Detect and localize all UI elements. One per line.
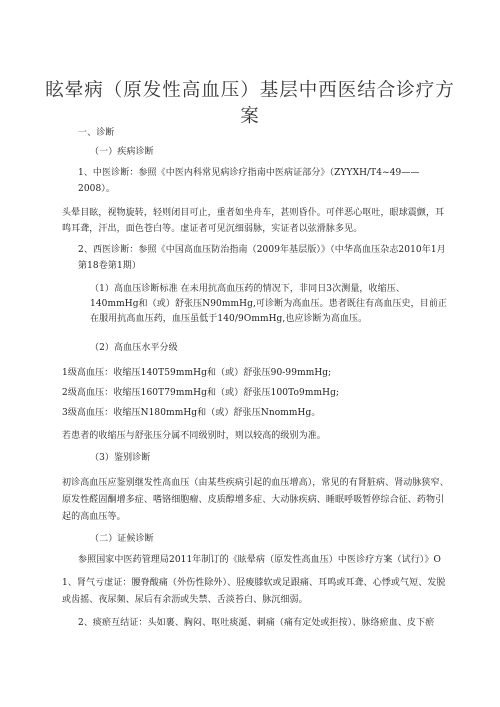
paragraph-hypertension-criteria: （1）高血压诊断标准 在未用抗高血压药的情况下，非同日3次测量，收缩压、140mmHg和（或）舒张压N90mmHg,可诊断为高血压。患者既往有高血压史，目前正在服用抗高血压药，血压虽低于140/9OmmHg,也应诊断为高血压。 [90, 284, 448, 324]
paragraph-western-diagnosis: 2、西医诊断：参照《中国高血压防治指南（2009年基层版）》（中华高血压杂志2010年1月第18卷第1期） [78, 245, 446, 271]
paragraph-differential-diagnosis: 初诊高血压应鉴别继发性高血压（由某些疾病引起的血压增高），常见的有肾脏病、肾动脉狭窄、原发性醛固酮增多症、嗜铬细胞瘤、皮质醇增多症、大动脉疾病、睡眠呼吸暂停综合征、药物引起的高血压等。 [62, 478, 449, 522]
paragraph-grading-heading: （2）高血压水平分级 [90, 343, 178, 353]
paragraph-grade-rule: 若患者的收缩压与舒张压分属不同级别时，则以较高的级别为准。 [62, 431, 326, 441]
subsection-heading-syndrome-diagnosis: （二）证候诊断 [90, 534, 154, 544]
section-heading-diagnosis: 一、诊断 [78, 128, 115, 138]
paragraph-symptoms: 头晕目眩，视物旋转，轻则闭目可止，重者如坐舟车，甚则昏仆。可伴恶心呕吐，眼球震颤，耳鸣耳聋，汗出，面色苍白等。虚证者可见沉细弱脉，实证者以弦滑脉多见。 [62, 208, 445, 234]
paragraph-phlegm-stasis: 2、痰瘀互结证：头如裹、胸闷、呕吐痰涎、刺痛（痛有定处或拒按）、脉络瘀血、皮下瘀 [78, 618, 435, 628]
paragraph-tcm-diagnosis: 1、中医诊断：参照《中医内科常见病诊疗指南中医病证部分》（ZYYXH/T4~49——2008）。 [78, 168, 420, 194]
document-title: 眩晕病（原发性高血压）基层中西医结合诊疗方案 [45, 80, 455, 127]
paragraph-differential-heading: （3）鉴别诊断 [90, 453, 151, 463]
paragraph-kidney-qi-deficiency: 1、肾气亏虚证：腰脊酸痛（外伤性除外）、胫痠膝软或足跟痛、耳鸣或耳聋、心悸或气短、发脱或齿摇、夜尿频、尿后有余沥或失禁、舌淡苔白、脉沉细弱。 [62, 578, 446, 605]
paragraph-syndrome-reference: 参照国家中医药管理局2011年制订的《眩晕病（原发性高血压）中医诊疗方案（试行）》O [78, 555, 441, 565]
paragraph-grade-1: 1级高血压：收缩压140T59mmHg和（或）舒张压90-99mmHg; [62, 368, 332, 378]
paragraph-grade-3: 3级高血压：收缩压N180mmHg和（或）舒张压NnommHg。 [62, 408, 321, 418]
paragraph-grade-2: 2级高血压：收缩压160T79mmHg和（或）舒张压100To9mmHg; [62, 388, 340, 398]
subsection-heading-disease-diagnosis: （一）疾病诊断 [90, 147, 154, 157]
